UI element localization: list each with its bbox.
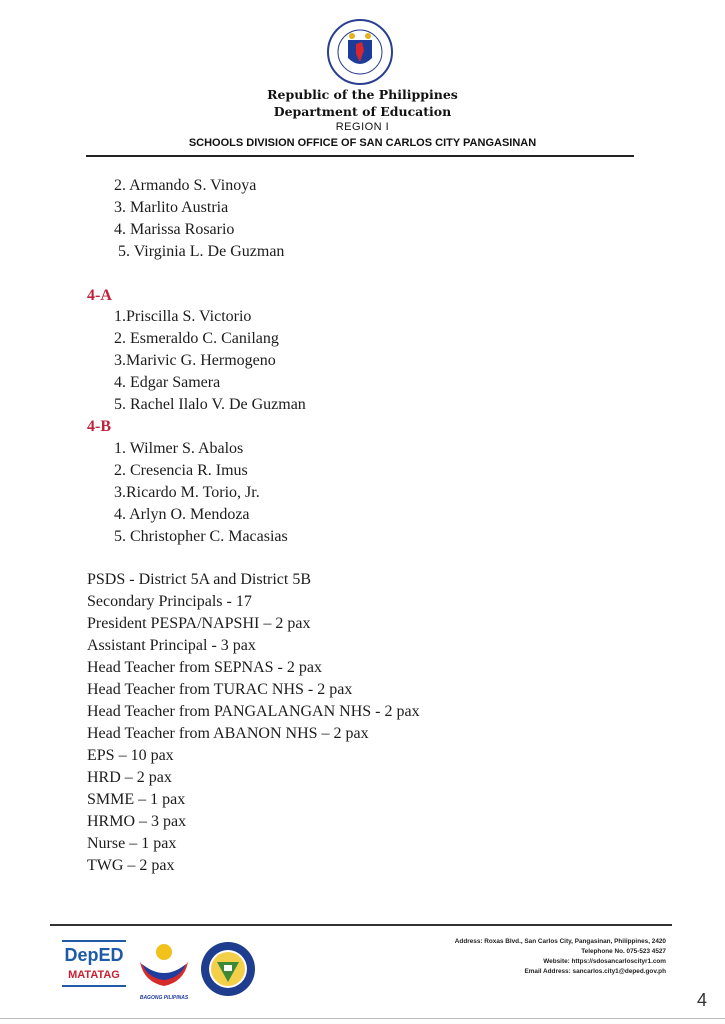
email-link[interactable]: Email Address: sancarlos.city1@deped.gov.ph: [524, 968, 666, 975]
header-office: SCHOOLS DIVISION OFFICE OF SAN CARLOS CITY PANGASINAN: [188, 137, 537, 149]
website-link[interactable]: Website: https://sdosancarloscityr1.com: [543, 958, 666, 965]
list-item: 2. Armando S. Vinoya: [114, 177, 257, 194]
list-item: 2. Esmeraldo C. Canilang: [114, 330, 279, 347]
sdo-seal-icon: [199, 940, 257, 998]
attendee-line: Head Teacher from SEPNAS - 2 pax: [87, 659, 322, 676]
header-department: Department of Education: [273, 104, 452, 119]
header-republic: Republic of the Philippines: [267, 87, 458, 102]
list-item: 5. Christopher C. Macasias: [114, 528, 288, 545]
bagong-pilipinas-text: BAGONG PILIPINAS: [139, 995, 189, 1001]
list-item: 4. Marissa Rosario: [114, 221, 235, 238]
attendee-line: Nurse – 1 pax: [87, 835, 177, 852]
header-region: REGION I: [335, 121, 390, 133]
deped-seal-icon: [326, 18, 394, 86]
attendee-line: EPS – 10 pax: [87, 747, 174, 764]
list-item: 3. Marlito Austria: [114, 199, 229, 216]
header-divider: [86, 155, 634, 157]
list-item: 5. Rachel Ilalo V. De Guzman: [114, 396, 306, 413]
list-item: 3.Ricardo M. Torio, Jr.: [114, 484, 260, 501]
attendee-line: SMME – 1 pax: [87, 791, 186, 808]
attendee-line: President PESPA/NAPSHI – 2 pax: [87, 615, 311, 632]
attendee-line: Assistant Principal - 3 pax: [87, 637, 256, 654]
logo-bar: [62, 940, 126, 942]
attendee-line: Head Teacher from PANGALANGAN NHS - 2 pax: [87, 703, 420, 720]
attendee-line: Head Teacher from ABANON NHS – 2 pax: [87, 725, 369, 742]
list-item: 4. Edgar Samera: [114, 374, 221, 391]
bagong-pilipinas-logo: [134, 938, 194, 1002]
attendee-line: TWG – 2 pax: [87, 857, 175, 874]
section-label-4a: 4-A: [87, 287, 112, 304]
logo-bar: [62, 985, 126, 987]
list-item: 1.Priscilla S. Victorio: [114, 308, 252, 325]
page-number: 4: [697, 990, 708, 1010]
attendee-line: Secondary Principals - 17: [87, 593, 252, 610]
telephone-line: Telephone No. 075-523 4527: [581, 948, 666, 955]
page-bottom-edge: [0, 1018, 725, 1019]
list-item: 4. Arlyn O. Mendoza: [114, 506, 250, 523]
attendee-line: HRMO – 3 pax: [87, 813, 187, 830]
list-item: 2. Cresencia R. Imus: [114, 462, 248, 479]
attendee-line: Head Teacher from TURAC NHS - 2 pax: [87, 681, 353, 698]
attendee-line: HRD – 2 pax: [87, 769, 172, 786]
list-item: 5. Virginia L. De Guzman: [118, 243, 285, 260]
footer-divider: [50, 924, 672, 926]
matatag-wordmark: MATATAG: [68, 969, 120, 981]
list-item: 1. Wilmer S. Abalos: [114, 440, 244, 457]
deped-matatag-logo: [62, 940, 126, 1000]
bagong-pilipinas-emblem-icon: [134, 938, 194, 990]
address-line: Address: Roxas Blvd., San Carlos City, Pangasinan, Philippines, 2420: [454, 938, 666, 945]
address-block: [390, 937, 666, 977]
section-label-4b: 4-B: [87, 418, 111, 435]
list-item: 3.Marivic G. Hermogeno: [114, 352, 276, 369]
deped-wordmark: DepED: [64, 945, 124, 965]
attendee-line: PSDS - District 5A and District 5B: [87, 571, 312, 588]
